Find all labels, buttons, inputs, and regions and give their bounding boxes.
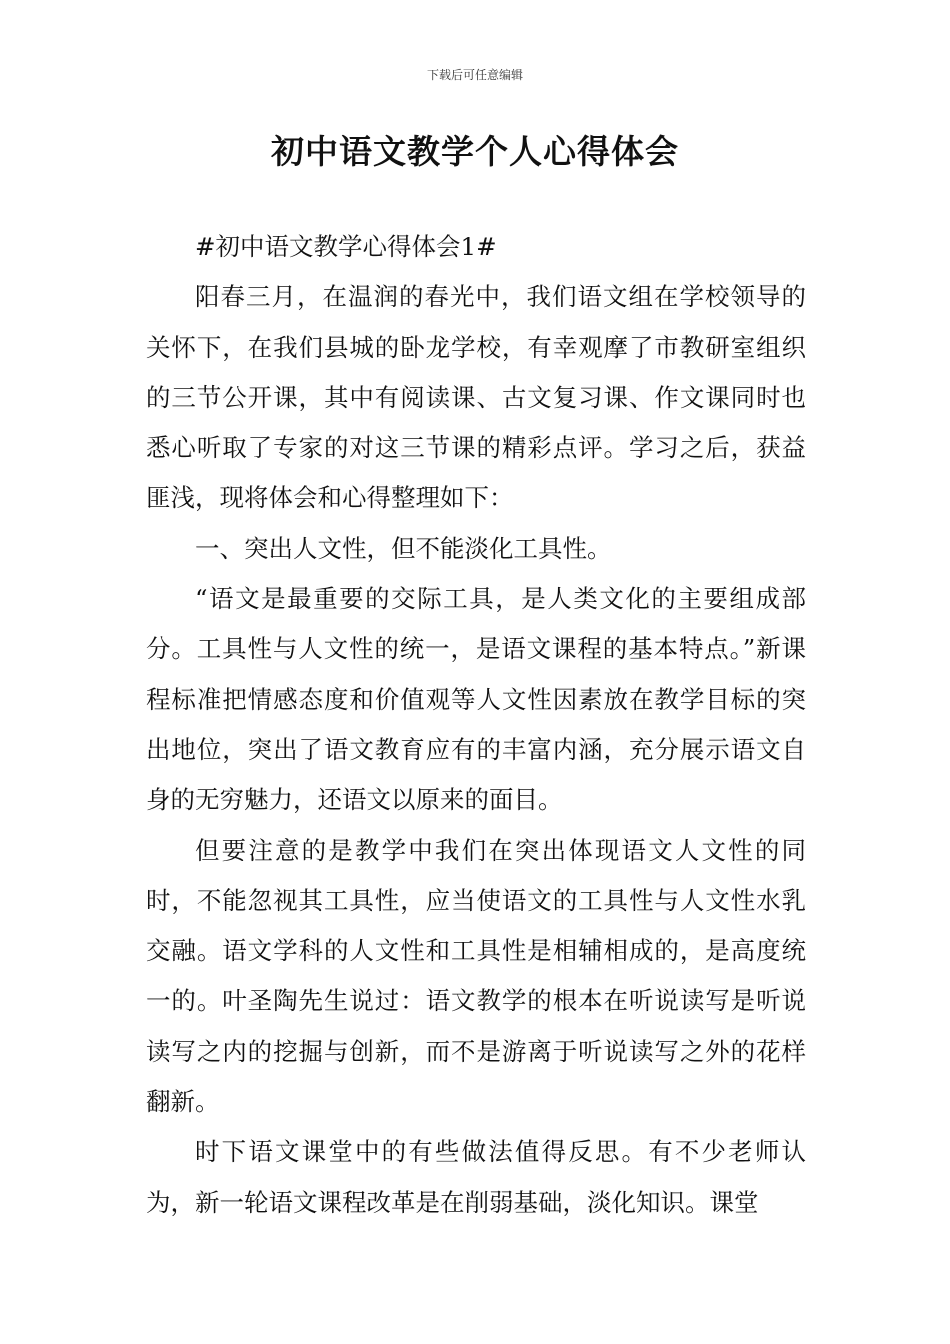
paragraph: 但要注意的是教学中我们在突出体现语文人文性的同时，不能忽视其工具性，应当使语文的工具性与人文性水乳交融。语文学科的人文性和工具性是相辅相成的，是高度统一的。叶圣陶先生说过：语文教学的根本在听说读写是听说读写之内的挖掘与创新，而不是游离于听说读写之外的花样翻新。 [146, 835, 806, 1117]
section-heading: #初中语文教学心得体会1# [195, 232, 497, 261]
paragraph: 时下语文课堂中的有些做法值得反思。有不少老师认为，新一轮语文课程改革是在削弱基础，淡化知识。课堂 [146, 1137, 806, 1217]
document-title: 初中语文教学个人心得体会 [271, 132, 679, 171]
subheading: 一、突出人文性，但不能淡化工具性。 [195, 533, 612, 563]
document-body [146, 222, 806, 1228]
paragraph: 阳春三月，在温润的春光中，我们语文组在学校领导的关怀下，在我们县城的卧龙学校，有幸观摩了市教研室组织的三节公开课，其中有阅读课、古文复习课、作文课同时也悉心听取了专家的对这三节课的精彩点评。学习之后，获益匪浅，现将体会和心得整理如下： [146, 282, 806, 513]
header-note: 下载后可任意编辑 [426, 68, 523, 82]
paragraph: “语文是最重要的交际工具，是人类文化的主要组成部分。工具性与人文性的统一，是语文课程的基本特点。”新课程标准把情感态度和价值观等人文性因素放在教学目标的突出地位，突出了语文教育应有的丰富内涵，充分展示语文自身的无穷魅力，还语文以原来的面目。 [146, 584, 806, 815]
